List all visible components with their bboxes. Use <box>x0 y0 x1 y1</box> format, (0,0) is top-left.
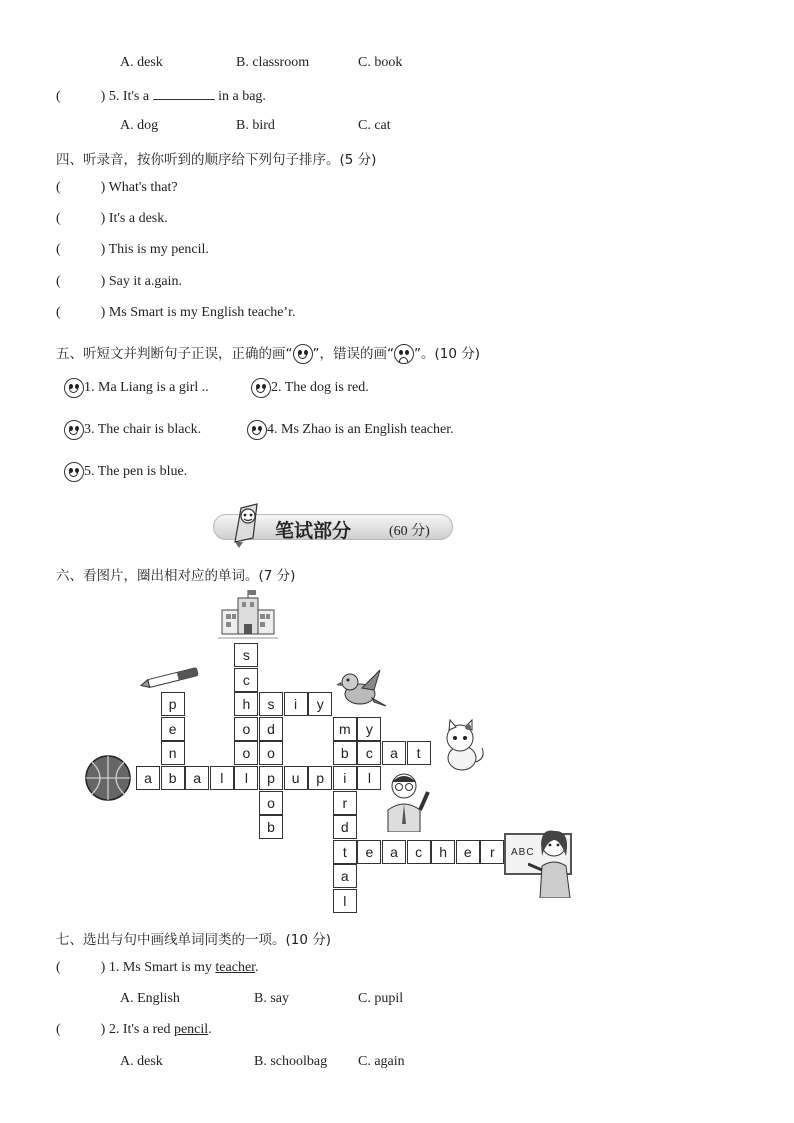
crossword-cell[interactable]: e <box>161 717 185 741</box>
crossword-cell[interactable]: a <box>382 741 406 765</box>
crossword-cell[interactable]: c <box>234 668 258 692</box>
crossword-cell[interactable]: r <box>480 840 504 864</box>
crossword-cell[interactable]: o <box>259 791 283 815</box>
crossword-cell[interactable]: i <box>284 692 308 716</box>
q5-option-c: C. cat <box>358 118 391 133</box>
q2-option-b: B. schoolbag <box>254 1054 328 1069</box>
underlined-word: teacher <box>215 960 256 975</box>
crossword-cell[interactable]: o <box>234 741 258 765</box>
section4-item: ( ) Say it a.gain. <box>56 274 182 289</box>
crossword-cell[interactable]: l <box>357 766 381 790</box>
section7-q1: ( ) 1. Ms Smart is my teacher. <box>56 960 259 975</box>
section7-q2: ( ) 2. It's a red pencil. <box>56 1022 212 1037</box>
crossword-cell[interactable]: y <box>357 717 381 741</box>
section7-title: 七、选出与句中画线单词同类的一项。(10 分) <box>56 932 332 948</box>
section5-item: 5. The pen is blue. <box>64 462 187 482</box>
banner-score: (60 分) <box>389 524 430 539</box>
section5-item: 1. Ma Liang is a girl .. <box>64 378 209 398</box>
crossword-cell[interactable]: t <box>333 840 357 864</box>
q4-option-b: B. classroom <box>236 55 310 70</box>
q1-option-a: A. English <box>120 991 180 1006</box>
q5-text-before: 5. It's a <box>108 89 150 104</box>
cartoon-pencil-icon <box>227 498 271 548</box>
sad-face-icon <box>394 344 414 364</box>
q1-option-c: C. pupil <box>358 991 404 1006</box>
answer-face-icon[interactable] <box>64 462 84 482</box>
section6-title: 六、看图片，圈出相对应的单词。(7 分) <box>56 568 296 584</box>
crossword-cell[interactable]: u <box>284 766 308 790</box>
crossword-cell[interactable]: e <box>456 840 480 864</box>
answer-face-icon[interactable] <box>251 378 271 398</box>
crossword-cell[interactable]: p <box>308 766 332 790</box>
answer-face-icon[interactable] <box>64 378 84 398</box>
q5-option-a: A. dog <box>120 118 159 133</box>
q5-text-after: in a bag. <box>218 89 266 104</box>
crossword-cell[interactable]: a <box>333 864 357 888</box>
q5-option-b: B. bird <box>236 118 275 133</box>
crossword-cell[interactable]: b <box>161 766 185 790</box>
crossword-cell[interactable]: o <box>234 717 258 741</box>
answer-face-icon[interactable] <box>64 420 84 440</box>
school-building-icon <box>218 590 278 642</box>
q4-option-a: A. desk <box>120 55 163 70</box>
crossword-cell[interactable]: l <box>210 766 234 790</box>
crossword-cell[interactable]: t <box>407 741 431 765</box>
q2-option-c: C. again <box>358 1054 405 1069</box>
crossword-cell[interactable]: p <box>259 766 283 790</box>
banner-title: 笔试部分 <box>275 520 352 542</box>
crossword-cell[interactable]: i <box>333 766 357 790</box>
ball-icon <box>82 754 134 802</box>
q5-line <box>56 87 266 105</box>
crossword-cell[interactable]: a <box>136 766 160 790</box>
crossword-cell[interactable]: h <box>234 692 258 716</box>
q4-option-c: C. book <box>358 55 403 70</box>
crossword-cell[interactable]: a <box>382 840 406 864</box>
crossword-cell[interactable]: s <box>234 643 258 667</box>
teacher-woman-icon <box>528 828 576 898</box>
section4-item: ( ) It's a desk. <box>56 211 168 226</box>
answer-bracket-close: ) <box>100 89 106 104</box>
crossword-cell[interactable]: r <box>333 791 357 815</box>
crossword-cell[interactable]: s <box>259 692 283 716</box>
section5-item: 2. The dog is red. <box>251 378 369 398</box>
crossword-cell[interactable]: b <box>259 815 283 839</box>
crossword-cell[interactable]: h <box>431 840 455 864</box>
underlined-word: pencil <box>173 1022 209 1037</box>
crossword-cell[interactable]: o <box>259 741 283 765</box>
crossword-cell[interactable]: d <box>259 717 283 741</box>
section5-item: 4. Ms Zhao is an English teacher. <box>247 420 454 440</box>
crossword-cell[interactable]: m <box>333 717 357 741</box>
crossword-cell[interactable]: b <box>333 741 357 765</box>
crossword-cell[interactable]: e <box>357 840 381 864</box>
crossword-cell[interactable]: c <box>357 741 381 765</box>
section4-item: ( ) Ms Smart is my English teache’r. <box>56 305 296 320</box>
section5-item: 3. The chair is black. <box>64 420 201 440</box>
answer-face-icon[interactable] <box>247 420 267 440</box>
section4-item: ( ) This is my pencil. <box>56 242 209 257</box>
written-section-banner <box>213 508 453 542</box>
section5-title: 五、听短文并判断句子正误，正确的画“ ”，错误的画“ ”。(10 分) <box>56 346 480 362</box>
q1-option-b: B. say <box>254 991 289 1006</box>
answer-bracket-open: ( <box>56 89 61 104</box>
crossword-cell[interactable]: p <box>161 692 185 716</box>
q2-option-a: A. desk <box>120 1054 163 1069</box>
section4-title: 四、听录音，按你听到的顺序给下列句子排序。(5 分) <box>56 152 377 168</box>
crossword-grid <box>136 643 506 915</box>
smiley-face-icon <box>293 344 313 364</box>
crossword-cell[interactable]: d <box>333 815 357 839</box>
crossword-cell[interactable]: a <box>185 766 209 790</box>
crossword-cell[interactable]: c <box>407 840 431 864</box>
q5-blank[interactable] <box>153 87 215 100</box>
crossword-cell[interactable]: l <box>234 766 258 790</box>
board-text: ABC <box>511 847 535 858</box>
crossword-cell[interactable]: y <box>308 692 332 716</box>
crossword-cell[interactable]: n <box>161 741 185 765</box>
section4-item: ( ) What's that? <box>56 180 178 195</box>
crossword-cell[interactable]: l <box>333 889 357 913</box>
